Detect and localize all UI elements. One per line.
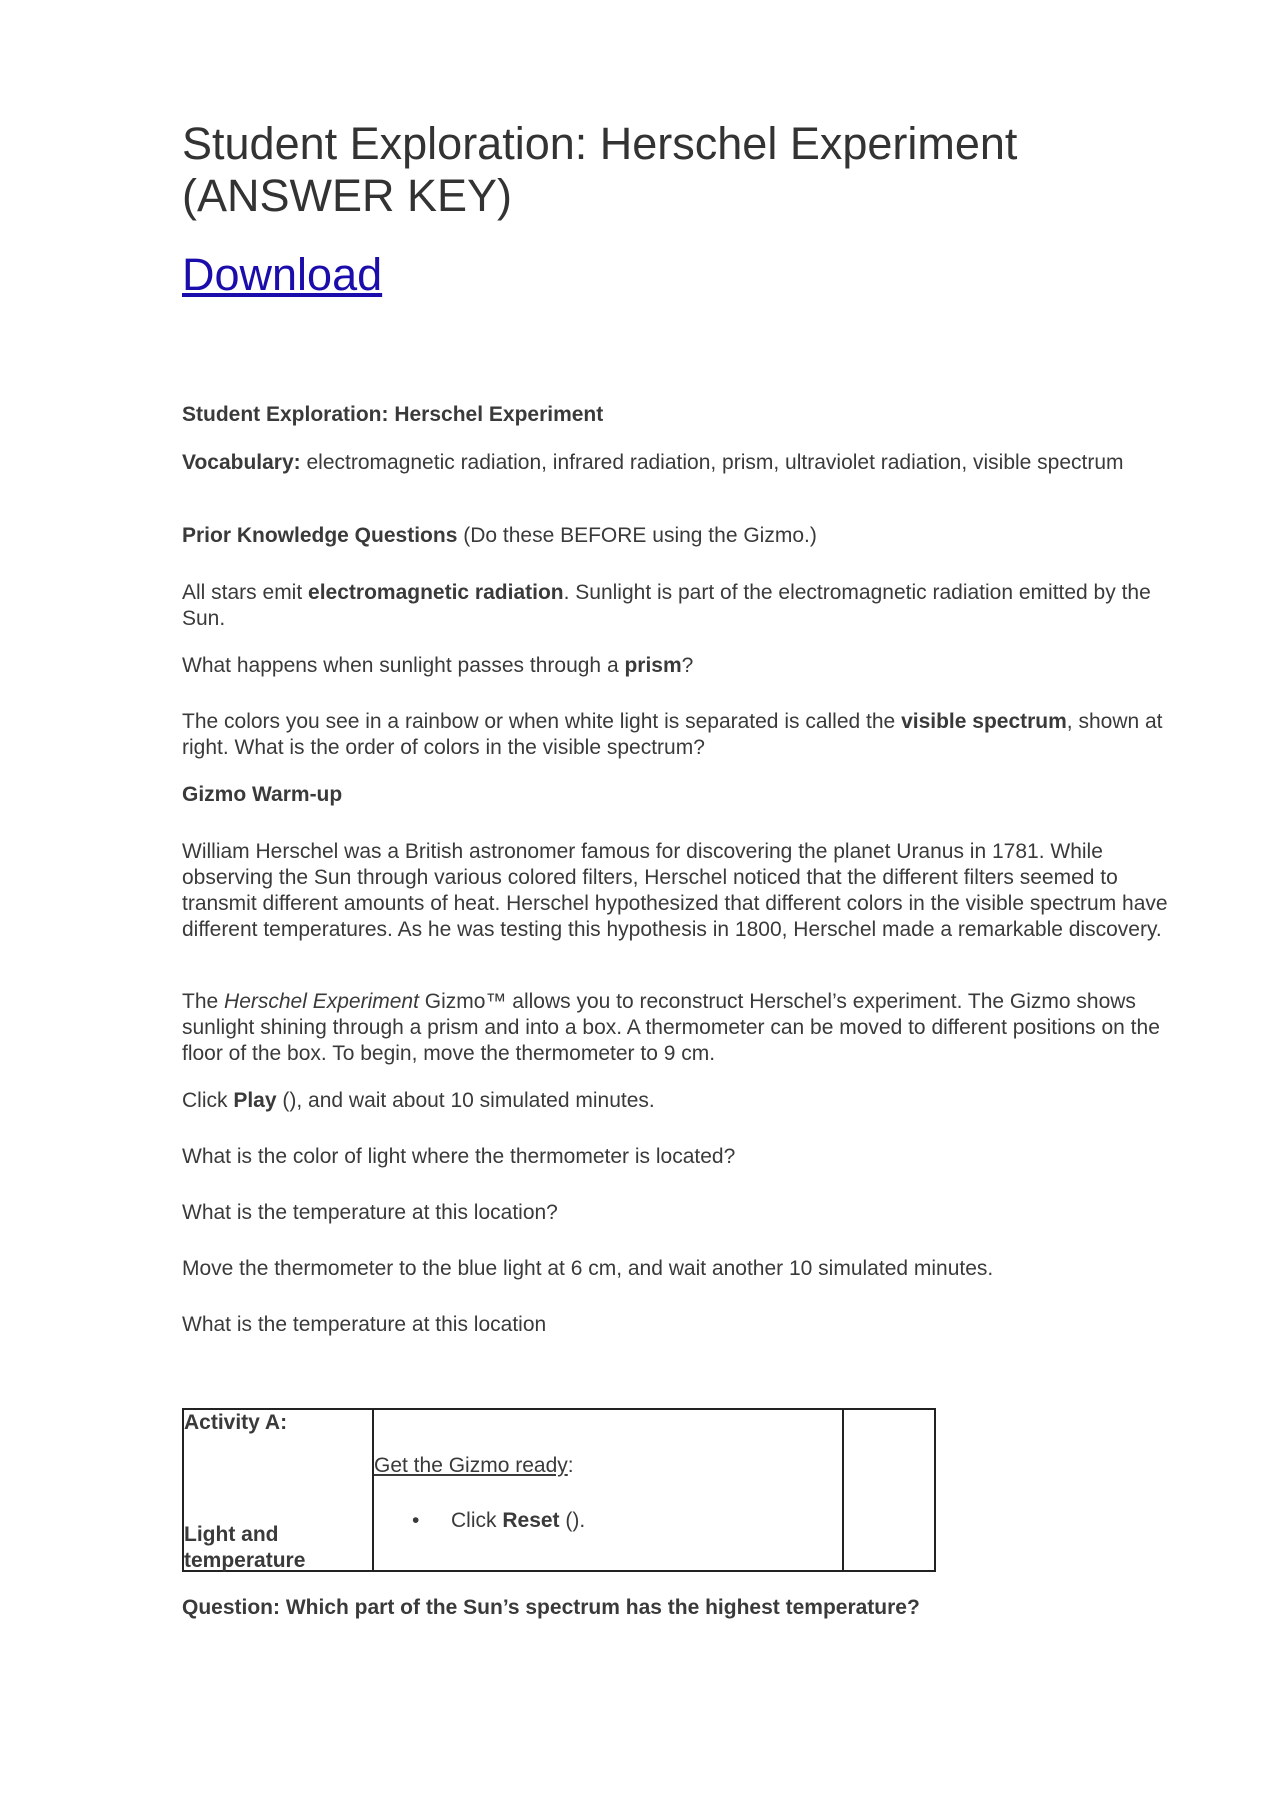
- activity-question: Question: Which part of the Sun’s spectrum has the highest temperature?: [182, 1596, 920, 1619]
- paragraph-visible-spectrum: The colors you see in a rainbow or when white light is separated is called the visible spectrum, shown at right. What is the order of colors in the visible spectrum?: [182, 710, 1163, 759]
- activity-image-cell: [844, 1410, 934, 1570]
- paragraph-prism: What happens when sunlight passes through a prism?: [182, 654, 694, 677]
- title-line-2: (ANSWER KEY): [182, 170, 513, 221]
- gizmo-ready-label: Get the Gizmo ready:: [374, 1454, 574, 1477]
- download-link[interactable]: Download: [182, 249, 383, 300]
- vocabulary-paragraph: [182, 450, 1192, 476]
- document-page: [182, 118, 1192, 1619]
- question-temperature-1: What is the temperature at this location?: [182, 1201, 558, 1224]
- paragraph-radiation: All stars emit electromagnetic radiation. Sunlight is part of the electromagnetic radiation emitted by the Sun.: [182, 581, 1151, 630]
- activity-instructions-cell: [374, 1410, 844, 1570]
- activity-label: Activity A:: [184, 1411, 288, 1434]
- vocabulary-label: Vocabulary:: [182, 451, 301, 474]
- title-line-1: Student Exploration: Herschel Experiment: [182, 118, 1018, 169]
- paragraph-play: Click Play (), and wait about 10 simulated minutes.: [182, 1089, 655, 1112]
- section-heading: Student Exploration: Herschel Experiment: [182, 403, 604, 426]
- vocabulary-text: electromagnetic radiation, infrared radiation, prism, ultraviolet radiation, visible spectrum: [300, 451, 1124, 474]
- question-temperature-2: What is the temperature at this location: [182, 1313, 547, 1336]
- paragraph-gizmo-intro: The Herschel Experiment Gizmo™ allows you to reconstruct Herschel’s experiment. The Gizmo shows sunlight shining through a prism and into a box. A thermometer can be moved to different positions on the floor of the box. To begin, move the thermometer to 9 cm.: [182, 990, 1160, 1065]
- instruction-move-thermometer: Move the thermometer to the blue light at 6 cm, and wait another 10 simulated minutes.: [182, 1257, 994, 1280]
- prior-knowledge-heading: Prior Knowledge Questions (Do these BEFORE using the Gizmo.): [182, 524, 817, 547]
- warmup-heading: Gizmo Warm-up: [182, 783, 343, 806]
- bullet-icon: •: [412, 1509, 420, 1532]
- question-light-color: What is the color of light where the thermometer is located?: [182, 1145, 736, 1168]
- document-title: [182, 118, 1192, 222]
- activity-label-cell: [184, 1410, 374, 1570]
- paragraph-herschel: William Herschel was a British astronomer famous for discovering the planet Uranus in 1781. While observing the Sun through various colored filters, Herschel noticed that the different filters seemed to transmit different amounts of heat. Herschel hypothesized that different colors in the visible spectrum have different temperatures. As he was testing this hypothesis in 1800, Herschel made a remarkable discovery.: [182, 840, 1168, 941]
- activity-title: Light and temperature: [184, 1523, 306, 1572]
- reset-instruction: Click Reset ().: [451, 1509, 586, 1532]
- activity-table: [182, 1408, 936, 1572]
